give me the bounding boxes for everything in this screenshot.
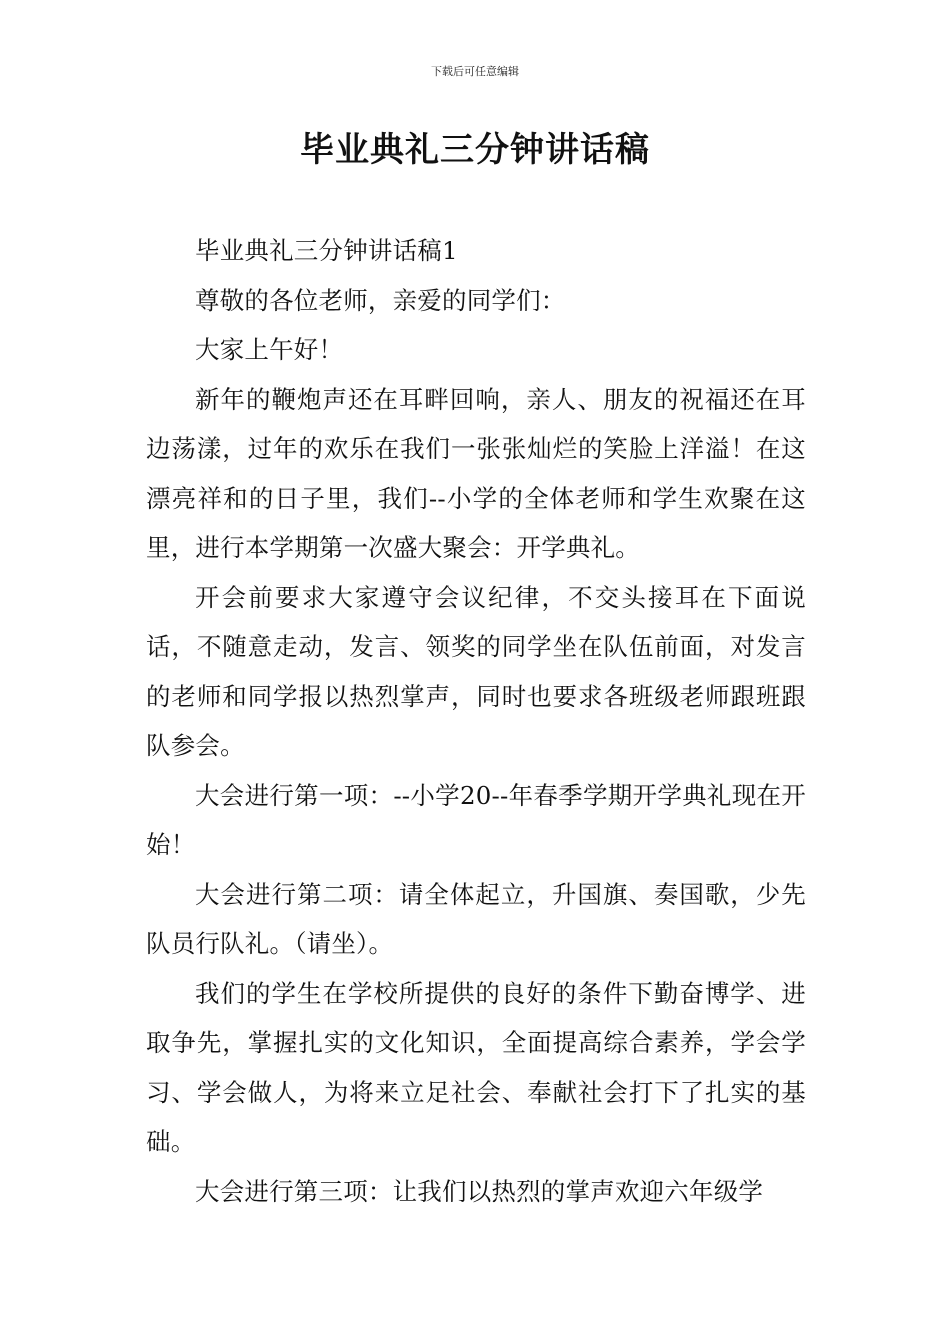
paragraph-body: 大会进行第一项：--小学20--年春季学期开学典礼现在开始！ <box>146 780 806 859</box>
document-body <box>146 226 806 1216</box>
paragraph-salutation: 尊敬的各位老师，亲爱的同学们： <box>195 285 566 315</box>
document-title: 毕业典礼三分钟讲话稿 <box>300 130 650 170</box>
paragraph-greeting: 大家上午好！ <box>195 335 344 364</box>
paragraph-body: 我们的学生在学校所提供的良好的条件下勤奋博学、进取争先，掌握扎实的文化知识，全面提高综合素养，学会学习、学会做人，为将来立足社会、奉献社会打下了扎实的基础。 <box>146 978 806 1156</box>
paragraph-body: 新年的鞭炮声还在耳畔回响，亲人、朋友的祝福还在耳边荡漾，过年的欢乐在我们一张张灿烂的笑脸上洋溢！在这漂亮祥和的日子里，我们--小学的全体老师和学生欢聚在这里，进行本学期第一次盛大聚会：开学典礼。 <box>146 384 806 562</box>
page-header-note: 下载后可任意编辑 <box>431 65 519 78</box>
paragraph-body: 开会前要求大家遵守会议纪律，不交头接耳在下面说话，不随意走动，发言、领奖的同学坐在队伍前面，对发言的老师和同学报以热烈掌声，同时也要求各班级老师跟班跟队参会。 <box>146 582 806 760</box>
paragraph-body: 大会进行第二项：请全体起立，升国旗、奏国歌，少先队员行队礼。（请坐）。 <box>146 879 806 958</box>
paragraph-body: 大会进行第三项：让我们以热烈的掌声欢迎六年级学 <box>195 1176 764 1206</box>
paragraph-subtitle: 毕业典礼三分钟讲话稿1 <box>195 236 458 265</box>
